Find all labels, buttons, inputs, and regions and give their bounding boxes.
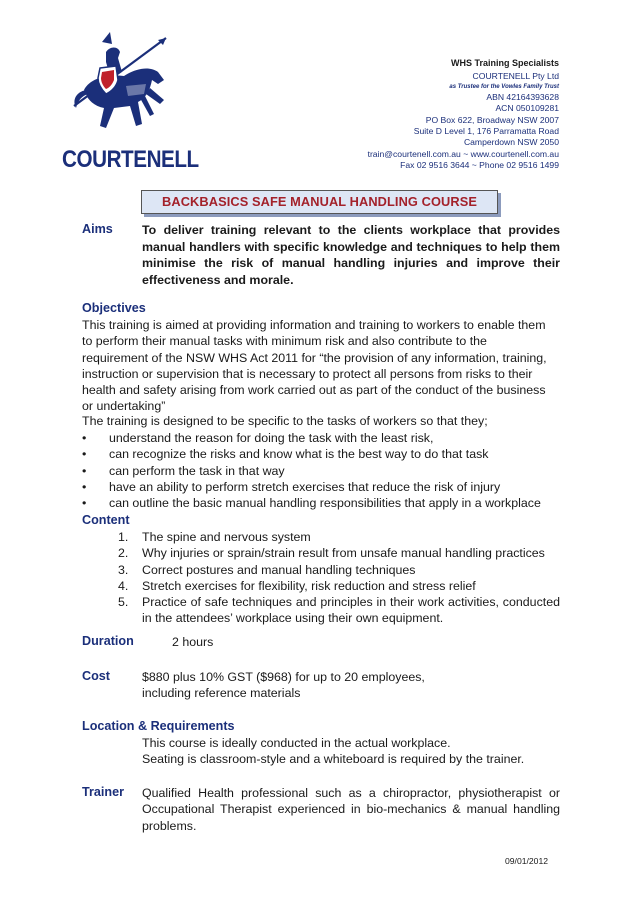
company-fax-phone: Fax 02 9516 3644 ~ Phone 02 9516 1499 [400,160,559,171]
company-tagline: WHS Training Specialists [450,58,559,68]
cost-text [142,669,562,702]
company-trust: as Trustee for the Vowles Family Trust [449,83,559,90]
list-item: 5. Practice of safe techniques and principles in their work activities, conducted in the attendees’ workplace using their own equipment. [118,595,560,626]
trainer-label: Trainer [82,785,124,799]
location-label: Location & Requirements [82,719,235,733]
aims-text: To deliver training relevant to the clients workplace that provides manual handlers with specific knowledge and techniques to help them minimise the risk of manual handling injuries and improve their effectiveness and morale. [142,223,560,287]
objectives-label: Objectives [82,301,146,315]
logo-wordmark: COURTENELL [62,146,199,173]
company-logo [62,28,199,183]
location-text [142,735,562,768]
list-item: • have an ability to perform stretch exercises that reduce the risk of injury [82,479,501,494]
list-item: • understand the reason for doing the task with the least risk, [82,431,434,445]
content-label: Content [82,513,130,527]
cost-line: including reference materials [142,686,301,701]
company-details [279,58,559,172]
company-po-box: PO Box 622, Broadway NSW 2007 [425,114,559,125]
list-item: 4. Stretch exercises for flexibility, risk reduction and stress relief [118,578,476,593]
objectives-intro: The training is designed to be specific to the tasks of workers so that they; [82,414,488,428]
list-item: • can recognize the risks and know what is the best way to do that task [82,447,489,462]
list-item: 3. Correct postures and manual handling techniques [118,562,416,577]
objectives-text: This training is aimed at providing information and training to workers to enable them to perform their manual tasks with minimum risk and also contribute to the requirement of the NSW WHS Act 2011 for “the provision of any information, training, instruction or supervision that is necessary to protect all persons from risks to their health and safety arising from work carried out as part of the conduct of the business or undertaking” [82,318,547,414]
company-street: Suite D Level 1, 176 Parramatta Road [413,126,559,137]
duration-text: 2 hours [172,635,214,649]
bullet-icon: • [82,479,87,494]
location-line: Seating is classroom-style and a whiteboard is required by the trainer. [142,752,525,767]
company-email-web: train@courtenell.com.au ~ www.courtenell.com.au [367,148,559,159]
document-date: 09/01/2012 [505,856,549,866]
list-item: • can perform the task in that way [82,463,285,478]
company-name: COURTENELL Pty Ltd [472,71,559,82]
company-suburb: Camperdown NSW 2050 [463,137,559,148]
course-title-box [141,190,498,214]
objectives-bullet-list [82,430,562,511]
list-item: • can outline the basic manual handling responsibilities that apply in a workplace [82,496,541,511]
location-line: This course is ideally conducted in the actual workplace. [142,736,451,750]
list-item: 2. Why injuries or sprain/strain result from unsafe manual handling practices [118,546,545,561]
aims-label: Aims [82,222,113,236]
company-acn: ACN 050109281 [495,103,559,114]
company-abn: ABN 42164393628 [486,91,559,102]
course-title: BACKBASICS SAFE MANUAL HANDLING COURSE [162,194,477,209]
bullet-icon: • [82,463,87,478]
bullet-icon: • [82,496,87,511]
cost-line: $880 plus 10% GST ($968) for up to 20 employees, [142,670,425,684]
bullet-icon: • [82,431,87,445]
duration-label: Duration [82,634,134,648]
bullet-icon: • [82,447,87,462]
knight-on-horse-logo-icon [66,28,176,146]
content-numbered-list [118,529,560,627]
trainer-text: Qualified Health professional such as a chiropractor, physiotherapist or Occupational Therapist experienced in bio-mechanics & manual handling problems. [142,786,560,833]
list-item: 1. The spine and nervous system [118,530,311,544]
cost-label: Cost [82,669,110,683]
